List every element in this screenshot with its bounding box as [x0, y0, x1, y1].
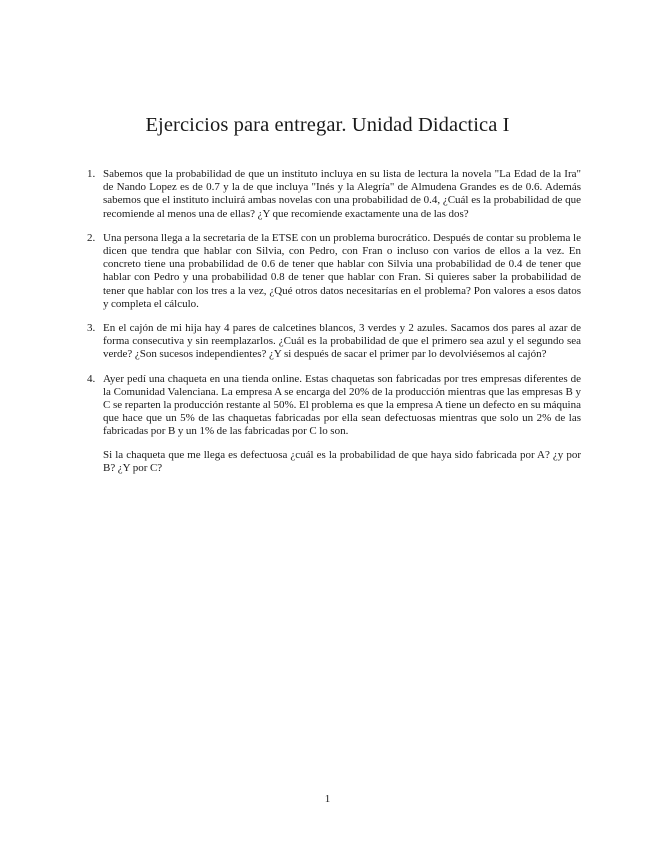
- exercise-item-2: [84, 232, 581, 311]
- exercise-list: [84, 168, 581, 486]
- exercise-item-4: [84, 373, 581, 475]
- document-title: Ejercicios para entregar. Unidad Didactica I: [145, 114, 510, 136]
- exercise-text-followup: Si la chaqueta que me llega es defectuosa ¿cuál es la probabilidad de que haya sido fabricada por A? ¿y por B? ¿Y por C?: [103, 448, 581, 474]
- exercise-text: En el cajón de mi hija hay 4 pares de calcetines blancos, 3 verdes y 2 azules. Sacamos dos pares al azar de forma consecutiva y sin reemplazarlos. ¿Cuál es la probabilidad de que el primero sea azul y el segundo sea verde? ¿Son sucesos independientes? ¿Y si después de sacar el primer par lo devolviésemos al cajón?: [103, 322, 581, 361]
- page-number: 1: [324, 793, 331, 805]
- exercise-number: 2.: [87, 231, 96, 244]
- exercise-item-3: [84, 322, 581, 362]
- exercise-text: Una persona llega a la secretaria de la ETSE con un problema burocrático. Después de contar su problema le dicen que tendra que hablar con Silvia, con Pedro, con Fran o incluso con varios de ellos a la vez. En concreto tiene una probabilidad de 0.6 de tener que hablar con Silvia una probabilidad de 0.4 de tener que hablar con Pedro y una probabilidad 0.8 de tener que hablar con Fran. Si quieres saber la probabilidad de tener que hablar con los tres a la vez, ¿Qué otros datos necesitarías en el problema? Pon valores a esos datos y completa el cálculo.: [103, 231, 581, 310]
- exercise-text: Ayer pedí una chaqueta en una tienda online. Estas chaquetas son fabricadas por tres empresas diferentes de la Comunidad Valenciana. La empresa A se encarga del 20% de la producción mientras que las empresas B y C se reparten la producción restante al 50%. El problema es que la empresa A tiene un defecto en su máquina que hace que un 5% de las chaquetas fabricadas por ella sean defectuosas mientras que solo un 2% de las fabricadas por B y un 1% de las fabricadas por C lo son.: [103, 372, 581, 438]
- exercise-item-1: [84, 168, 581, 221]
- exercise-number: 1.: [87, 168, 96, 180]
- exercise-text: Sabemos que la probabilidad de que un instituto incluya en su lista de lectura la novela "La Edad de la Ira" de Nando Lopez es de 0.7 y la de que incluya "Inés y la Alegría" de Almudena Grandes es de 0.6. Además sabemos que el instituto incluirá ambas novelas con una probabilidad de 0.4, ¿Cuál es la probabilidad de que recomiende al menos una de ellas? ¿Y que recomiende exactamente una de las dos?: [103, 168, 581, 220]
- exercise-number: 3.: [87, 322, 96, 335]
- exercise-number: 4.: [87, 372, 96, 385]
